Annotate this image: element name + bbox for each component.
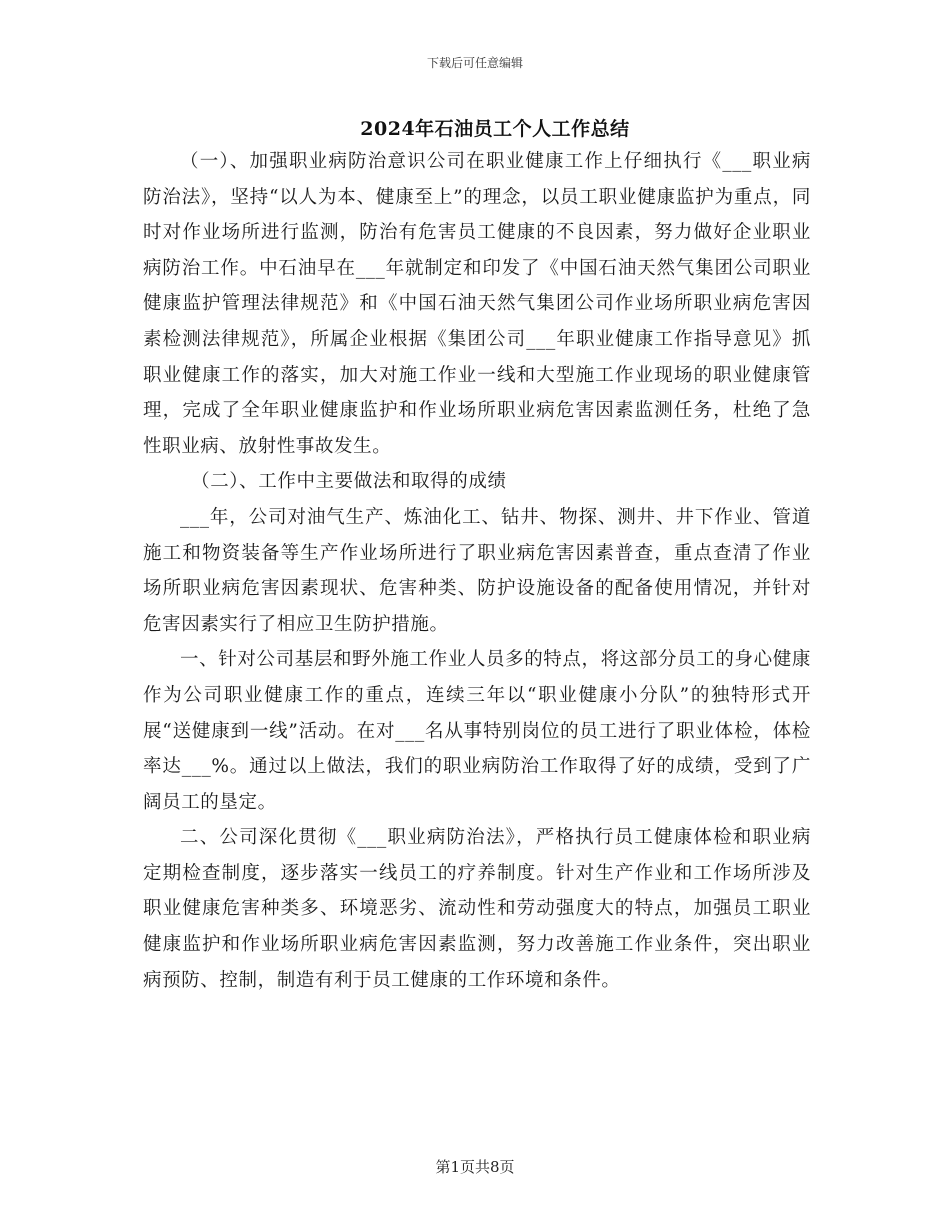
document-body	[143, 144, 811, 998]
document-title: 2024年石油员工个人工作总结	[360, 118, 630, 140]
paragraph-frontline-health: 一、针对公司基层和野外施工作业人员多的特点，将这部分员工的身心健康作为公司职业健康工作的重点，连续三年以“职业健康小分队”的独特形式开展“送健康到一线”活动。在对___名从事特别岗位的员工进行了职业体检，体检率达___%。通过以上做法，我们的职业病防治工作取得了好的成绩，受到了广阔员工的垦定。	[143, 649, 811, 813]
paragraph-hazard-survey: ___年，公司对油气生产、炼油化工、钻井、物探、测井、井下作业、管道施工和物资装备等生产作业场所进行了职业病危害因素普查，重点查清了作业场所职业病危害因素现状、危害种类、防护设施设备的配备使用情况，并针对危害因素实行了相应卫生防护措施。	[143, 506, 811, 635]
page-number: 第1页共8页	[435, 1158, 515, 1176]
section-heading-main-practices: （二）、工作中主要做法和取得的成绩	[191, 471, 507, 493]
header-note: 下载后可任意编辑	[426, 56, 523, 70]
paragraph-law-implementation: 二、公司深化贯彻《___职业病防治法》，严格执行员工健康体检和职业病定期检查制度，逐步落实一线员工的疗养制度。针对生产作业和工作场所涉及职业健康危害种类多、环境恶劣、流动性和劳动强度大的特点，加强员工职业健康监护和作业场所职业病危害因素监测，努力改善施工作业条件，突出职业病预防、控制，制造有利于员工健康的工作环境和条件。	[143, 827, 811, 991]
paragraph-occupational-awareness: （一）、加强职业病防治意识公司在职业健康工作上仔细执行《___职业病防治法》，坚持“以人为本、健康至上”的理念，以员工职业健康监护为重点，同时对作业场所进行监测，防治有危害员工健康的不良因素，努力做好企业职业病防治工作。中石油早在___年就制定和印发了《中国石油天然气集团公司职业健康监护管理法律规范》和《中国石油天然气集团公司作业场所职业病危害因素检测法律规范》，所属企业根据《集团公司___年职业健康工作指导意见》抓职业健康工作的落实，加大对施工作业一线和大型施工作业现场的职业健康管理，完成了全年职业健康监护和作业场所职业病危害因素监测任务，杜绝了急性职业病、放射性事故发生。	[143, 151, 811, 457]
